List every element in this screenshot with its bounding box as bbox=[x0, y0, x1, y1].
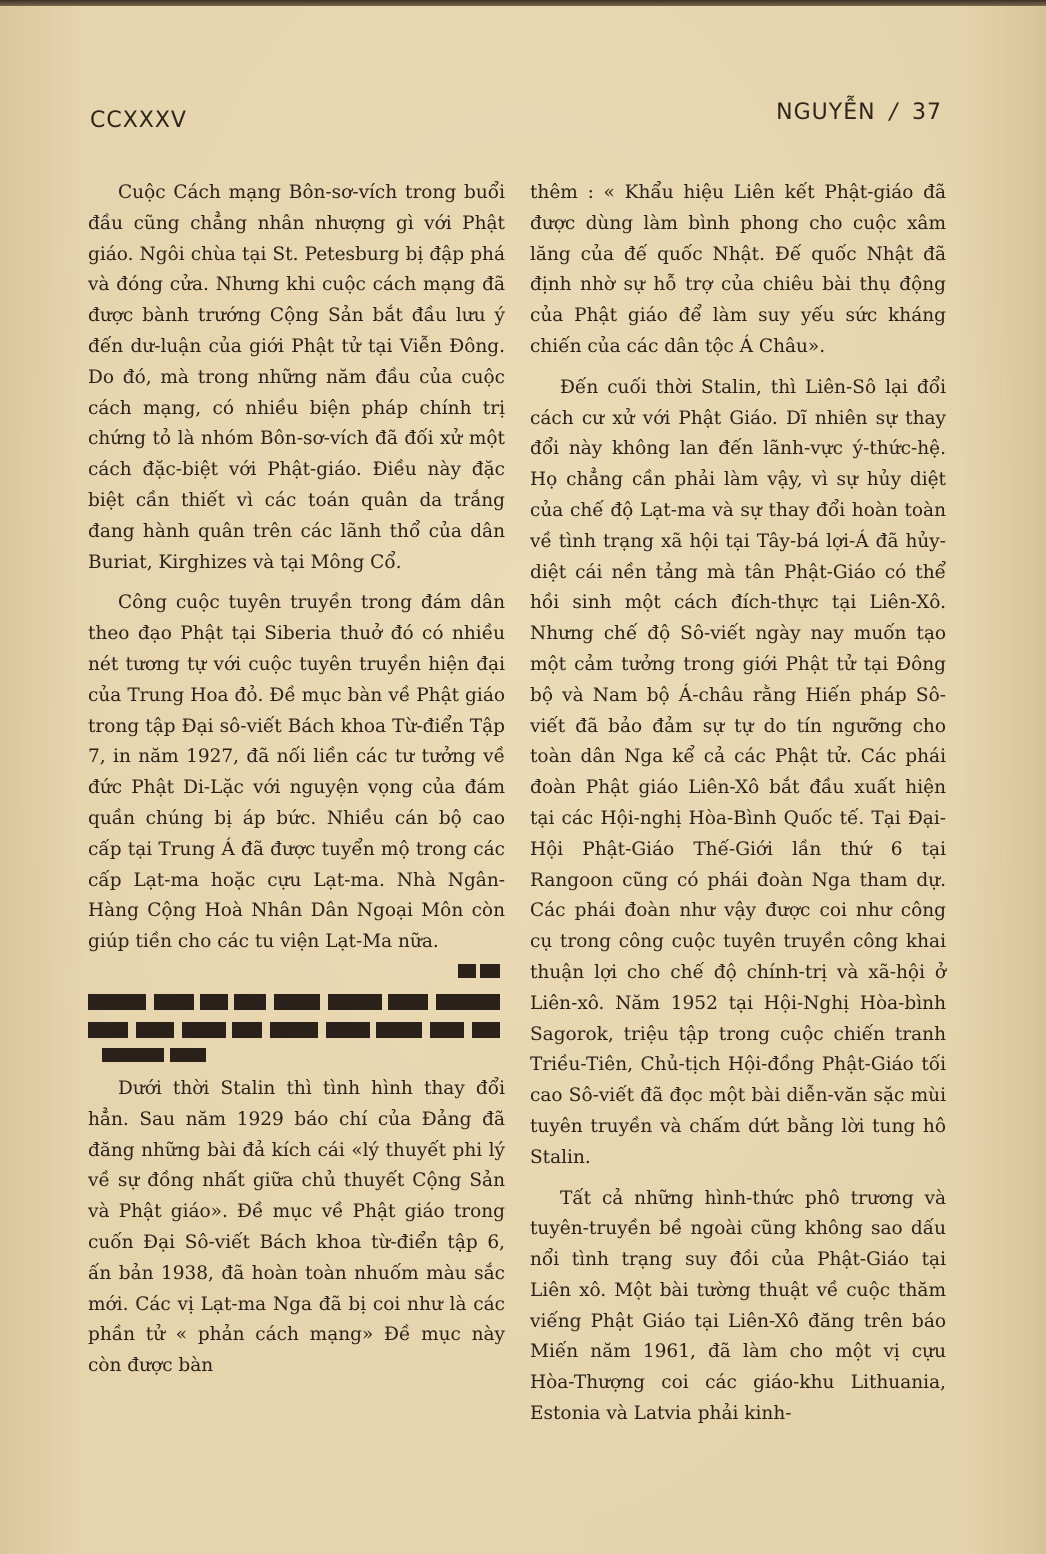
top-rule bbox=[0, 0, 1046, 6]
running-header-left: CCXXXV bbox=[90, 108, 187, 133]
page-number: 37 bbox=[912, 100, 942, 125]
garbled-print-block bbox=[88, 964, 505, 1064]
header-separator: / bbox=[889, 100, 898, 125]
right-paragraph-3: Tất cả những hình-thức phô trương và tuyên-truyền bề ngoài cũng không sao dấu nổi tình trạng suy đồi của Phật-Giáo tại Liên xô. Một bài tường thuật về cuộc thăm viếng Phật Giáo tại Liên-Xô đăng trên báo Miến năm 1961, đã làm cho một vị cựu Hòa-Thượng coi các giáo-khu Lithuania, Estonia và Latvia phải kinh- bbox=[530, 1187, 946, 1425]
left-paragraph-1: Cuộc Cách mạng Bôn-sơ-vích trong buổi đầu cũng chẳng nhân nhượng gì với Phật giáo. Ngôi chùa tại St. Petesburg bị đập phá và đóng cửa. Nhưng khi cuộc cách mạng đã được bành trướng Cộng Sản bắt đầu lưu ý đến dư-luận của giới Phật tử tại Viễn Đông. Do đó, mà trong những năm đầu của cuộc cách mạng, có nhiều biện pháp chính trị chứng tỏ là nhóm Bôn-sơ-vích đã đối xử một cách đặc-biệt với Phật-giáo. Điều này đặc biệt cần thiết vì các toán quân da trắng đang hành quân trên các lãnh thổ của dân Buriat, Kirghizes và tại Mông Cổ. bbox=[88, 182, 505, 573]
right-paragraph-2: Đến cuối thời Stalin, thì Liên-Sô lại đổi cách cư xử với Phật Giáo. Dĩ nhiên sự thay đổi này không lan đến lãnh-vực ý-thức-hệ. Họ chẳng cần phải làm vậy, vì sự hủy diệt của chế độ Lạt-ma và sự thay đổi hoàn toàn về tình trạng xã hội tại Tây-bá lợi-Á đã hủy-diệt cái nền tảng mà tân Phật-Giáo có thể hồi sinh một cách đích-thực tại Liên-Xô. Nhưng chế độ Sô-viết ngày nay muốn tạo một cảm tưởng trong giới Phật tử tại Đông bộ và Nam bộ Á-châu rằng Hiến pháp Sô-viết đã bảo đảm sự tự do tín ngưỡng cho toàn dân Nga kể cả các Phật tử. Các phái đoàn Phật giáo Liên-Xô bắt đầu xuất hiện tại các Hội-nghị Hòa-Bình Quốc tế. Tại Đại-Hội Phật-Giáo Thế-Giới lần thứ 6 tại Rangoon cũng có phái đoàn Nga tham dự. Các phái đoàn như vậy được coi như công cụ trong công cuộc tuyên truyền công khai thuận lợi cho chế độ chính-trị và xã-hội ở Liên-xô. Năm 1952 tại Hội-Nghị Hòa-bình Sagorok, triệu tập trong cuộc chiến tranh Triều-Tiên, Chủ-tịch Hội-đồng Phật-Giáo tối cao Sô-viết đã đọc một bài diễn-văn sặc mùi tuyên truyền và chấm dứt bằng lời tung hô Stalin. bbox=[530, 376, 946, 1168]
left-column bbox=[88, 178, 505, 1382]
right-paragraph-1: thêm : « Khẩu hiệu Liên kết Phật-giáo đã được dùng làm bình phong cho cuộc xâm lăng của đế quốc Nhật. Đế quốc Nhật đã định nhờ sự hỗ trợ của chiêu bài thụ động của Phật giáo để làm suy yếu sức kháng chiến của các dân tộc Á Châu». bbox=[530, 182, 946, 357]
left-paragraph-3: Dưới thời Stalin thì tình hình thay đổi hẳn. Sau năm 1929 báo chí của Đảng đã đăng những bài đả kích cái «lý thuyết phi lý về sự đồng nhất giữa chủ thuyết Cộng Sản và Phật giáo». Đề mục về Phật giáo trong cuốn Đại Sô-viết Bách khoa từ-điển tập 6, ấn bản 1938, đã hoàn toàn nhuốm màu sắc mới. Các vị Lạt-ma Nga đã bị coi như là các phần tử « phản cách mạng» Đề mục này còn được bàn bbox=[88, 1077, 505, 1377]
right-column bbox=[530, 178, 946, 1430]
left-paragraph-2: Công cuộc tuyên truyền trong đám dân theo đạo Phật tại Siberia thuở đó có nhiều nét tương tự với cuộc tuyên truyền hiện đại của Trung Hoa đỏ. Đề mục bàn về Phật giáo trong tập Đại sô-viết Bách khoa Từ-điển Tập 7, in năm 1927, đã nối liền các tư tưởng về đức Phật Di-Lặc với nguyện vọng của đám quần chúng bị áp bức. Nhiều cán bộ cao cấp tại Trung Á đã được tuyển mộ trong các cấp Lạt-ma hoặc cựu Lạt-ma. Nhà Ngân-Hàng Cộng Hoà Nhân Dân Ngoại Môn còn giúp tiền cho các tu viện Lạt-Ma nữa. bbox=[88, 592, 505, 953]
header-title: NGUYỄN bbox=[776, 100, 876, 125]
garbled-print-graphic bbox=[88, 964, 505, 1064]
running-header-right bbox=[776, 100, 942, 125]
